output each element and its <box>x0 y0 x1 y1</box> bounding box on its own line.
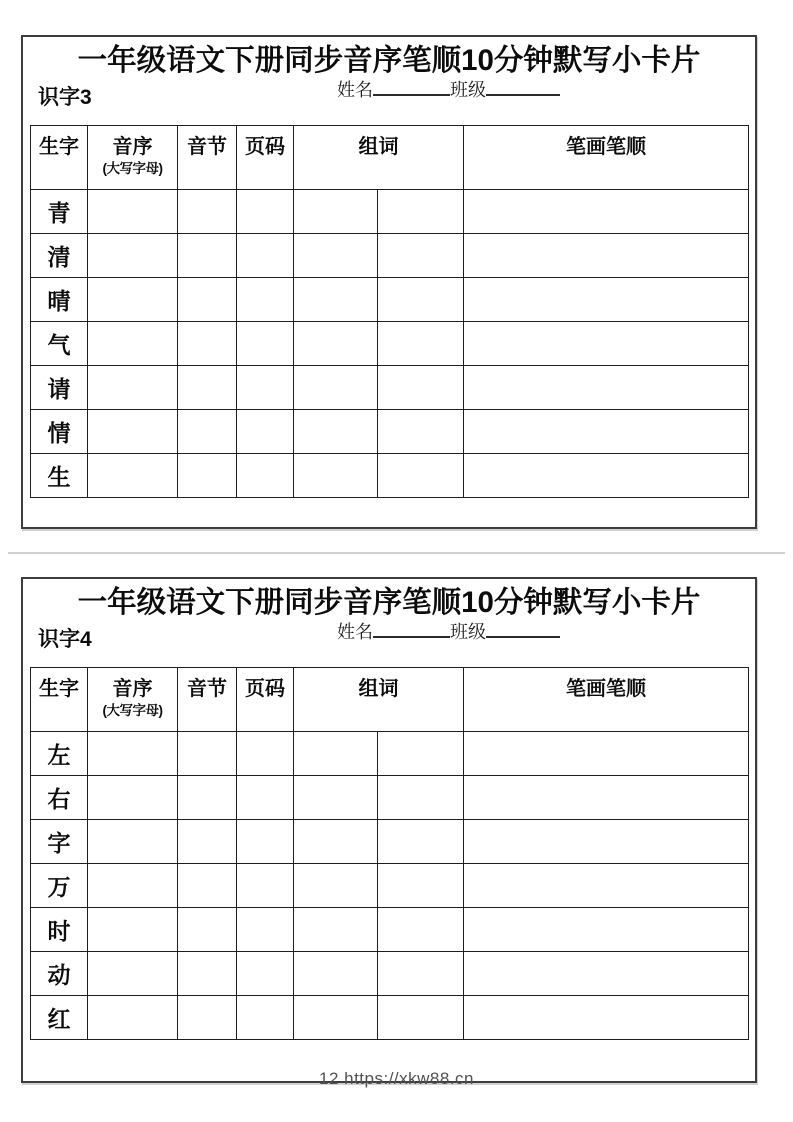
word-cell-2 <box>378 278 464 322</box>
character-cell: 清 <box>31 234 88 278</box>
phonetic-cell <box>88 234 178 278</box>
name-class-line <box>337 79 560 100</box>
page-cell <box>237 996 294 1040</box>
table-row <box>31 864 749 908</box>
syllable-cell <box>178 908 237 952</box>
word-cell-1 <box>294 410 378 454</box>
strokes-cell <box>464 864 749 908</box>
word-cell-1 <box>294 776 378 820</box>
character-cell: 字 <box>31 820 88 864</box>
syllable-cell <box>178 234 237 278</box>
class-blank-line <box>486 621 560 638</box>
header-syllable: 音节 <box>178 126 237 190</box>
header-syllable: 音节 <box>178 668 237 732</box>
card-title: 一年级语文下册同步音序笔顺10分钟默写小卡片 <box>77 586 701 619</box>
class-label: 班级 <box>450 622 486 642</box>
page-cell <box>237 776 294 820</box>
page-cell <box>237 864 294 908</box>
phonetic-cell <box>88 322 178 366</box>
table-row <box>31 278 749 322</box>
table-row <box>31 732 749 776</box>
phonetic-cell <box>88 732 178 776</box>
word-cell-2 <box>378 776 464 820</box>
header-words: 组词 <box>294 126 464 190</box>
word-cell-2 <box>378 190 464 234</box>
strokes-cell <box>464 820 749 864</box>
page-cell <box>237 454 294 498</box>
strokes-cell <box>464 996 749 1040</box>
page-cell <box>237 190 294 234</box>
syllable-cell <box>178 864 237 908</box>
strokes-cell <box>464 190 749 234</box>
header-phonetic <box>88 668 178 732</box>
lesson-label: 识字3 <box>38 86 92 109</box>
character-cell: 生 <box>31 454 88 498</box>
class-blank-line <box>486 79 560 96</box>
page-cell <box>237 410 294 454</box>
name-label: 姓名 <box>337 622 373 642</box>
word-cell-2 <box>378 454 464 498</box>
word-cell-1 <box>294 190 378 234</box>
word-cell-1 <box>294 952 378 996</box>
page-cell <box>237 234 294 278</box>
phonetic-cell <box>88 776 178 820</box>
page-cell <box>237 366 294 410</box>
phonetic-cell <box>88 410 178 454</box>
syllable-cell <box>178 776 237 820</box>
syllable-cell <box>178 952 237 996</box>
syllable-cell <box>178 322 237 366</box>
character-cell: 请 <box>31 366 88 410</box>
dictation-table <box>30 125 749 498</box>
page-cell <box>237 952 294 996</box>
word-cell-1 <box>294 322 378 366</box>
phonetic-cell <box>88 454 178 498</box>
header-char: 生字 <box>31 126 88 190</box>
header-row <box>31 668 749 732</box>
phonetic-cell <box>88 952 178 996</box>
word-cell-1 <box>294 278 378 322</box>
header-page: 页码 <box>237 126 294 190</box>
character-cell: 情 <box>31 410 88 454</box>
character-cell: 红 <box>31 996 88 1040</box>
character-cell: 万 <box>31 864 88 908</box>
strokes-cell <box>464 908 749 952</box>
header-phonetic-note: (大写字母) <box>102 161 163 176</box>
table-row <box>31 322 749 366</box>
word-cell-2 <box>378 366 464 410</box>
name-class-line <box>337 621 560 642</box>
table-row <box>31 820 749 864</box>
strokes-cell <box>464 410 749 454</box>
header-char: 生字 <box>31 668 88 732</box>
word-cell-2 <box>378 908 464 952</box>
word-cell-2 <box>378 732 464 776</box>
character-cell: 气 <box>31 322 88 366</box>
page-cell <box>237 322 294 366</box>
syllable-cell <box>178 732 237 776</box>
phonetic-cell <box>88 908 178 952</box>
word-cell-1 <box>294 820 378 864</box>
character-cell: 晴 <box>31 278 88 322</box>
table-row <box>31 366 749 410</box>
header-strokes: 笔画笔顺 <box>464 126 749 190</box>
page-cell <box>237 908 294 952</box>
table-row <box>31 776 749 820</box>
header-row <box>31 126 749 190</box>
card-lesson-3 <box>21 35 757 529</box>
word-cell-1 <box>294 234 378 278</box>
phonetic-cell <box>88 864 178 908</box>
header-phonetic-main: 音序 <box>112 678 153 700</box>
word-cell-2 <box>378 322 464 366</box>
class-label: 班级 <box>450 80 486 100</box>
character-cell: 左 <box>31 732 88 776</box>
header-phonetic <box>88 126 178 190</box>
syllable-cell <box>178 454 237 498</box>
character-cell: 时 <box>31 908 88 952</box>
name-blank-line <box>373 79 450 96</box>
name-blank-line <box>373 621 450 638</box>
table-row <box>31 908 749 952</box>
table-row <box>31 410 749 454</box>
syllable-cell <box>178 278 237 322</box>
page-cell <box>237 278 294 322</box>
page-divider-line <box>8 552 785 554</box>
page-cell <box>237 820 294 864</box>
table-row <box>31 996 749 1040</box>
phonetic-cell <box>88 820 178 864</box>
lesson-label: 识字4 <box>38 628 92 651</box>
word-cell-1 <box>294 864 378 908</box>
page-footer: 12 https://xkw88.cn <box>318 1069 475 1088</box>
strokes-cell <box>464 278 749 322</box>
header-page: 页码 <box>237 668 294 732</box>
strokes-cell <box>464 366 749 410</box>
word-cell-2 <box>378 234 464 278</box>
word-cell-1 <box>294 996 378 1040</box>
strokes-cell <box>464 732 749 776</box>
table-row <box>31 454 749 498</box>
strokes-cell <box>464 776 749 820</box>
dictation-table <box>30 667 749 1040</box>
phonetic-cell <box>88 190 178 234</box>
header-phonetic-main: 音序 <box>112 136 153 158</box>
table-row <box>31 190 749 234</box>
card-title: 一年级语文下册同步音序笔顺10分钟默写小卡片 <box>77 44 701 77</box>
header-phonetic-note: (大写字母) <box>102 703 163 718</box>
word-cell-1 <box>294 908 378 952</box>
phonetic-cell <box>88 366 178 410</box>
character-cell: 右 <box>31 776 88 820</box>
word-cell-1 <box>294 366 378 410</box>
strokes-cell <box>464 454 749 498</box>
syllable-cell <box>178 366 237 410</box>
character-cell: 动 <box>31 952 88 996</box>
header-strokes: 笔画笔顺 <box>464 668 749 732</box>
strokes-cell <box>464 952 749 996</box>
syllable-cell <box>178 996 237 1040</box>
table-row <box>31 234 749 278</box>
page-cell <box>237 732 294 776</box>
syllable-cell <box>178 190 237 234</box>
syllable-cell <box>178 410 237 454</box>
strokes-cell <box>464 322 749 366</box>
table-row <box>31 952 749 996</box>
header-words: 组词 <box>294 668 464 732</box>
syllable-cell <box>178 820 237 864</box>
word-cell-2 <box>378 410 464 454</box>
word-cell-2 <box>378 820 464 864</box>
word-cell-1 <box>294 732 378 776</box>
word-cell-2 <box>378 996 464 1040</box>
card-lesson-4 <box>21 577 757 1083</box>
character-cell: 青 <box>31 190 88 234</box>
strokes-cell <box>464 234 749 278</box>
phonetic-cell <box>88 996 178 1040</box>
word-cell-1 <box>294 454 378 498</box>
phonetic-cell <box>88 278 178 322</box>
word-cell-2 <box>378 952 464 996</box>
name-label: 姓名 <box>337 80 373 100</box>
word-cell-2 <box>378 864 464 908</box>
